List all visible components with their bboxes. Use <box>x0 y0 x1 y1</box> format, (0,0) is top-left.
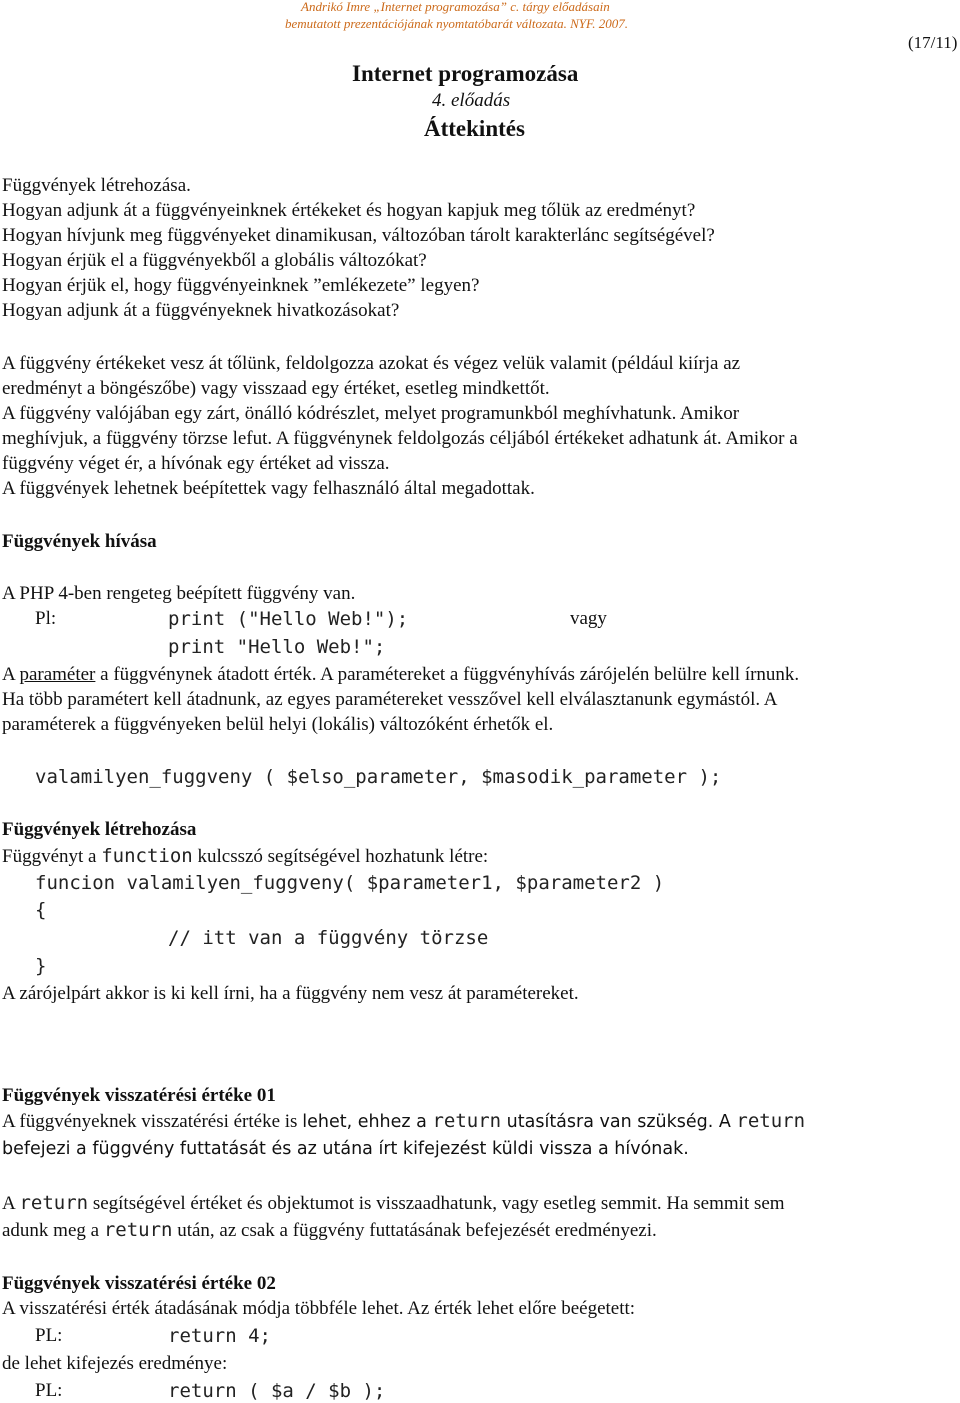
intro-line: eredményt a böngészőbe) vagy visszaad egy értéket, esetleg mindkettőt. <box>2 378 550 399</box>
return1-line-4: adunk meg a return után, az csak a függvény futtatásának befejezését eredményezi. <box>2 1219 657 1241</box>
param-term: paraméter <box>19 664 96 685</box>
intro-line: A függvény értékeket vesz át tőlünk, feldolgozza azokat és végez velük valamit (például kiírja az <box>2 353 741 374</box>
intro-line: A függvény valójában egy zárt, önálló kódrészlet, melyet programunkból meghívhatunk. Amikor <box>2 403 740 424</box>
question-item: Hogyan adjunk át a függvényeknek hivatkozásokat? <box>2 300 400 321</box>
section-heading-return-01: Függvények visszatérési értéke 01 <box>2 1085 276 1106</box>
code-call-example: valamilyen_fuggveny ( $elso_parameter, $masodik_parameter ); <box>35 766 722 788</box>
question-item: Hogyan adjunk át a függvényeinknek értékeket és hogyan kapjuk meg tőlük az eredményt? <box>2 200 696 221</box>
or-word: vagy <box>570 608 607 629</box>
question-item: Hogyan érjük el a függvényekből a globális változókat? <box>2 250 427 271</box>
code-open-brace: { <box>35 899 47 921</box>
overview-title: Áttekintés <box>424 116 525 141</box>
code-close-brace: } <box>35 955 47 977</box>
intro-line: meghívjuk, a függvény törzse lefut. A függvénynek feldolgozás céljából értékeket adhatunk át. Amikor a <box>2 428 798 449</box>
pl-label: PL: <box>35 1325 63 1346</box>
header-line-1: Andrikó Imre „Internet programozása” c. tárgy előadásain <box>301 0 610 14</box>
page-title: Internet programozása <box>352 61 579 86</box>
calling-line-3: Ha több paramétert kell átadnunk, az egyes paramétereket vesszővel kell elválasztanunk egymástól. A <box>2 689 778 710</box>
code-return-expression: return ( $a / $b ); <box>168 1380 386 1402</box>
question-item: Függvények létrehozása. <box>2 175 191 196</box>
creating-line-2: A zárójelpárt akkor is ki kell írni, ha a függvény nem vesz át paramétereket. <box>2 983 579 1004</box>
code-comment: // itt van a függvény törzse <box>168 927 489 949</box>
return1-line-2: befejezi a függvény futtatását és az utána írt kifejezést küldi vissza a hívónak. <box>2 1139 689 1159</box>
pl-label: PL: <box>35 1380 63 1401</box>
pl-label: Pl: <box>35 608 57 629</box>
code-print-paren: print ("Hello Web!"); <box>168 608 409 630</box>
code-signature: funcion valamilyen_fuggveny( $parameter1, $parameter2 ) <box>35 872 665 894</box>
lecture-number: 4. előadás <box>432 90 511 111</box>
code-print-plain: print "Hello Web!"; <box>168 636 386 658</box>
section-heading-calling: Függvények hívása <box>2 531 157 552</box>
section-heading-return-02: Függvények visszatérési értéke 02 <box>2 1273 276 1294</box>
return1-line-1: A függvényeknek visszatérési értéke is lehet, ehhez a return utasításra van szükség. A return <box>2 1110 806 1132</box>
return2-line-2: de lehet kifejezés eredménye: <box>2 1353 228 1374</box>
keyword-function: function <box>101 845 193 867</box>
header-line-2: bemutatott prezentációjának nyomtatóbarát változata. NYF. 2007. <box>285 16 629 31</box>
param-line: A paraméter a függvénynek átadott érték. A paramétereket a függvényhívás zárójelén belülre kell írnunk. <box>2 664 800 685</box>
intro-line: függvény véget ér, a hívónak egy értéket ad vissza. <box>2 453 390 474</box>
keyword-return: return <box>103 1219 173 1241</box>
keyword-return: return <box>19 1192 89 1214</box>
page-number: (17/11) <box>908 33 958 52</box>
question-item: Hogyan érjük el, hogy függvényeinknek ”emlékezete” legyen? <box>2 275 480 296</box>
question-item: Hogyan hívjunk meg függvényeket dinamikusan, változóban tárolt karakterlánc segítségével? <box>2 225 715 246</box>
code-return-constant: return 4; <box>168 1325 271 1347</box>
keyword-return: return <box>736 1110 806 1132</box>
calling-line-4: paraméterek a függvényeken belül helyi (lokális) változóként érhetők el. <box>2 714 554 735</box>
calling-line-1: A PHP 4-ben rengeteg beépített függvény van. <box>2 583 356 604</box>
section-heading-creating: Függvények létrehozása <box>2 819 197 840</box>
creating-line-1: Függvényt a function kulcsszó segítségével hozhatunk létre: <box>2 845 489 867</box>
return2-line-1: A visszatérési érték átadásának módja többféle lehet. Az érték lehet előre beégetett: <box>2 1298 636 1319</box>
keyword-return: return <box>432 1110 502 1132</box>
return1-line-3: A return segítségével értéket és objektumot is visszaadhatunk, vagy esetleg semmit. Ha semmit sem <box>2 1192 785 1214</box>
intro-line: A függvények lehetnek beépítettek vagy felhasználó által megadottak. <box>2 478 535 499</box>
